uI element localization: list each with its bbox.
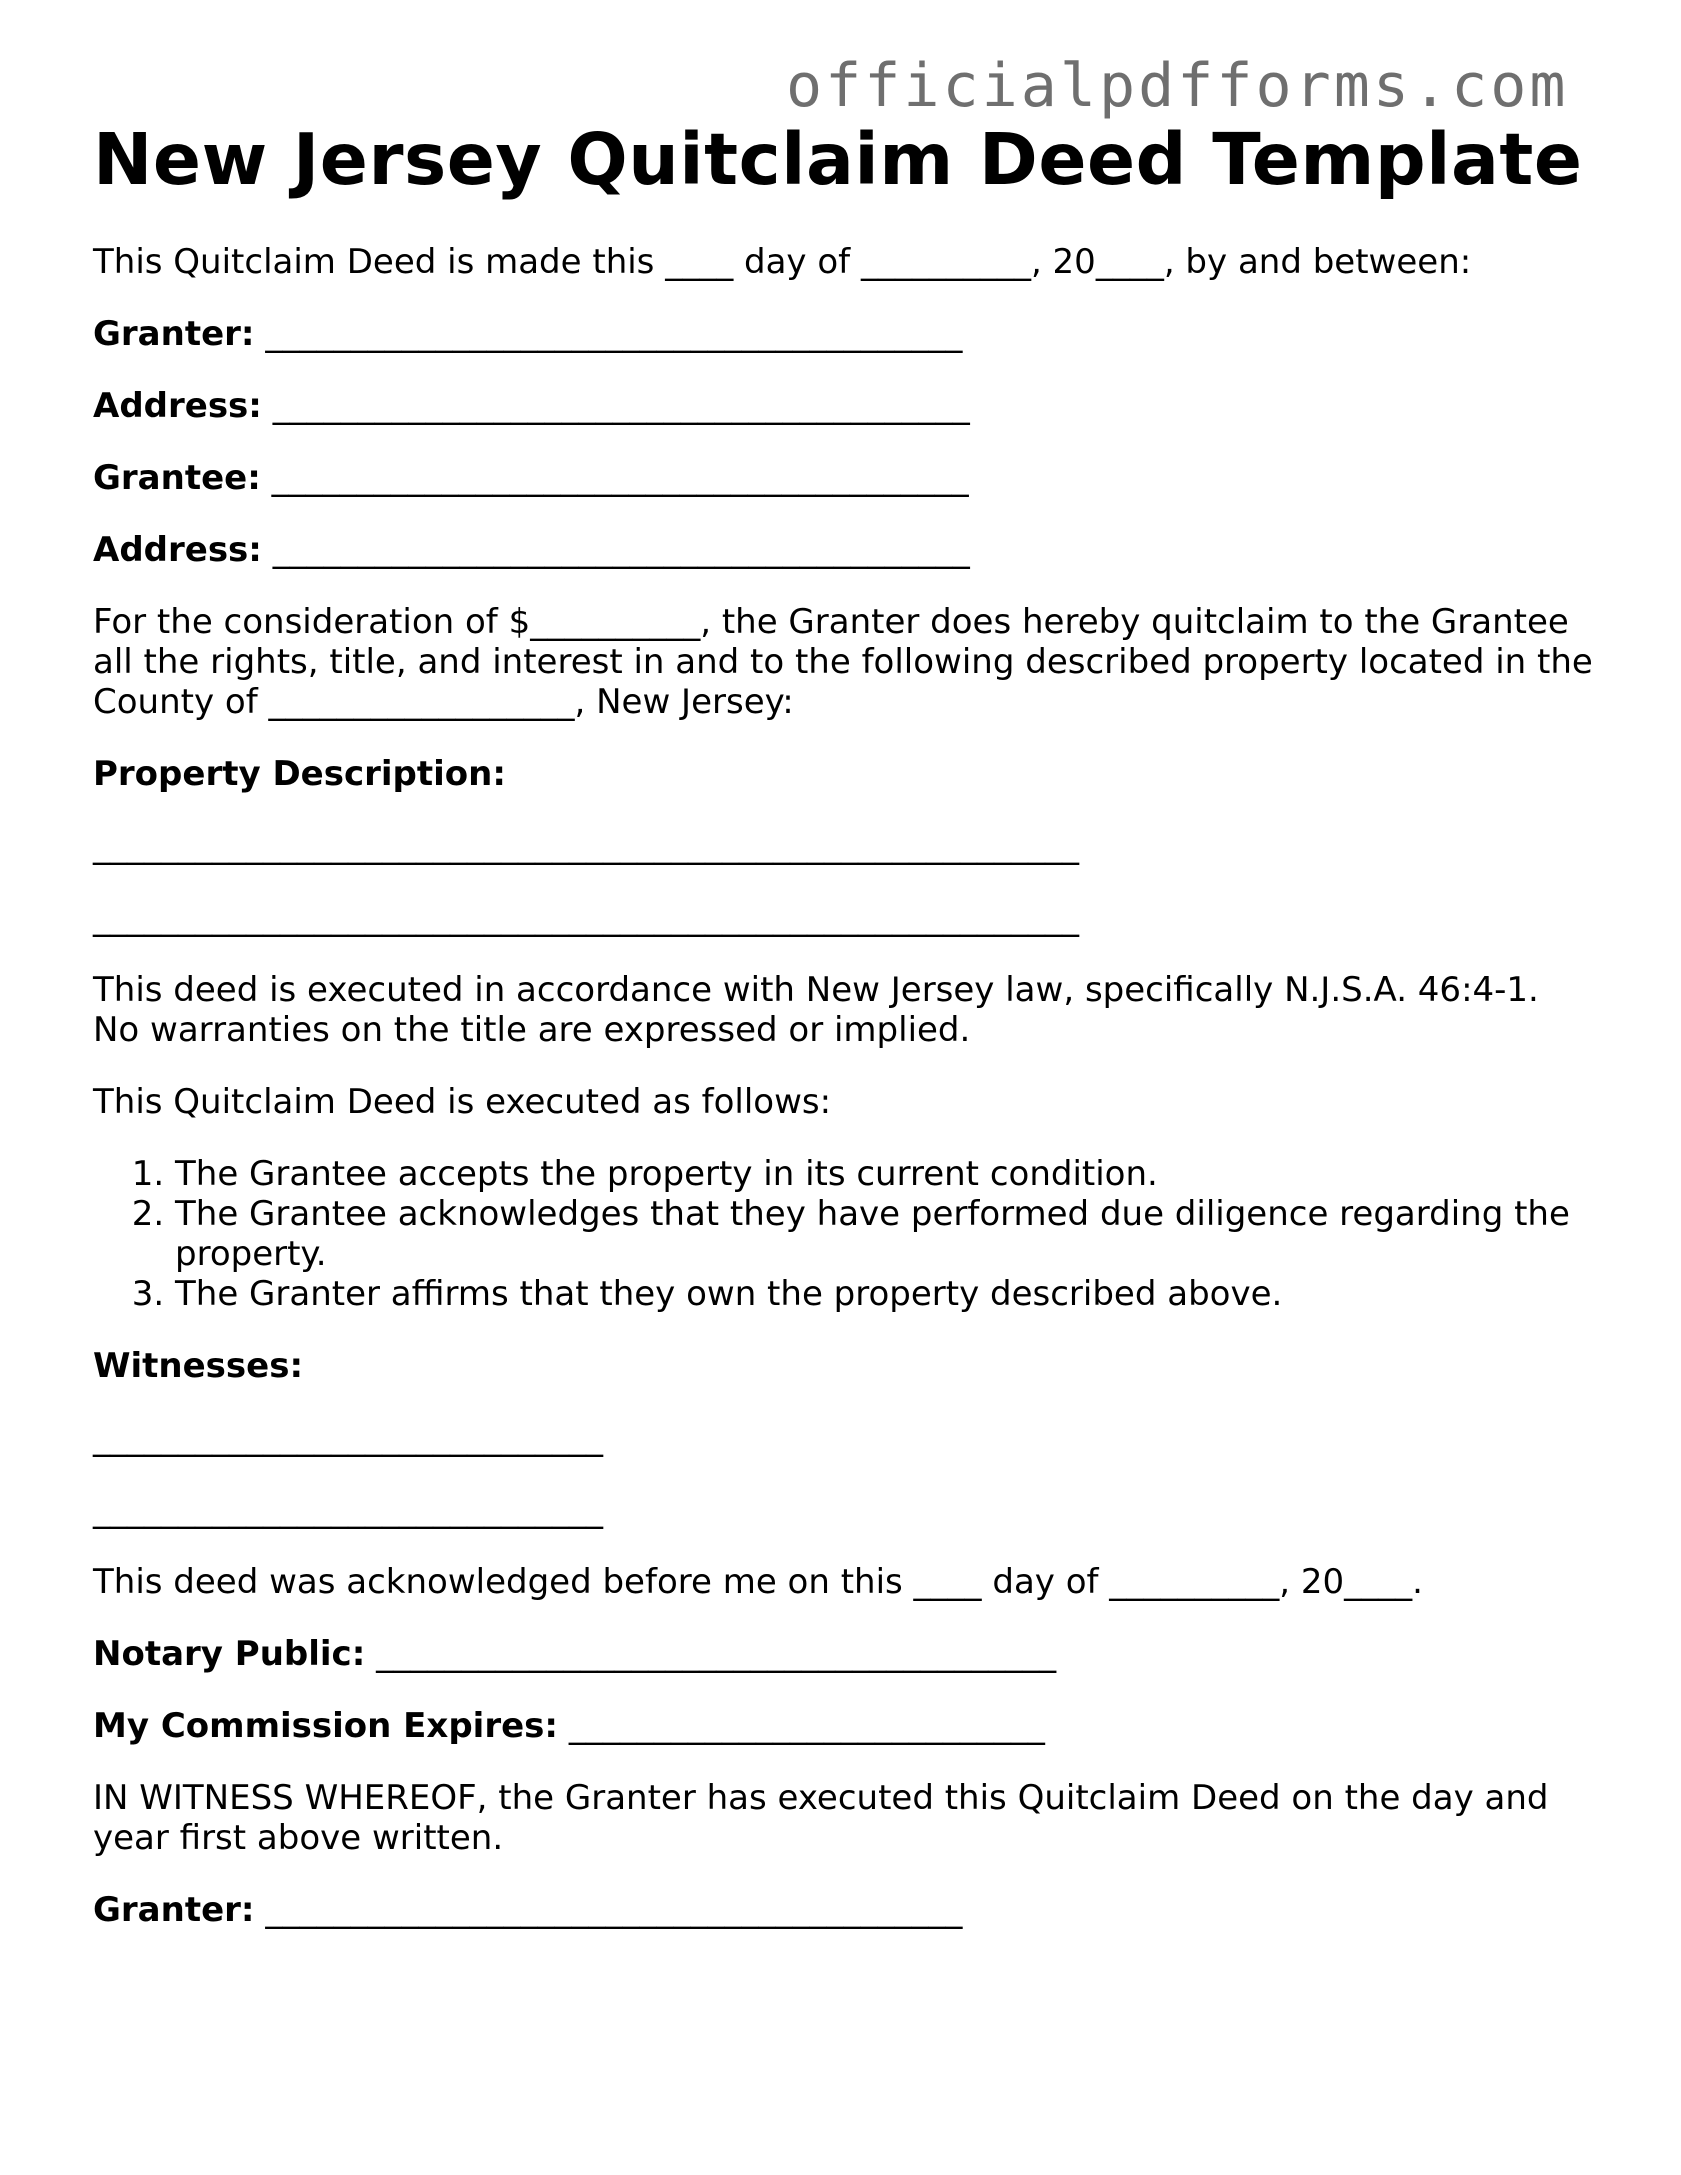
grantee-blank[interactable]: _________________________________________ — [271, 458, 969, 498]
grantee-address-blank[interactable]: _________________________________________ — [272, 530, 970, 570]
commission-label: My Commission Expires: — [93, 1706, 558, 1746]
witness-line-2[interactable]: ______________________________ — [93, 1490, 603, 1530]
final-granter-row — [93, 1890, 1593, 1930]
acknowledgment-text: This deed was acknowledged before me on this ____ day of __________, 20____. — [93, 1562, 1423, 1602]
final-granter-label: Granter: — [93, 1890, 255, 1930]
property-line-1[interactable]: __________________________________________________________ — [93, 826, 1079, 866]
notary-blank[interactable]: ________________________________________ — [376, 1634, 1057, 1674]
property-description-label: Property Description: — [93, 754, 506, 794]
commission-blank[interactable]: ____________________________ — [568, 1706, 1045, 1746]
property-line-2[interactable]: __________________________________________________________ — [93, 898, 1079, 938]
witnesses-label: Witnesses: — [93, 1346, 304, 1386]
watermark: officialpdfforms.com — [786, 51, 1569, 121]
consideration-paragraph: For the consideration of $__________, the Granter does hereby quitclaim to the Grantee all the rights, title, and interest in and to the following described property located in the County of __________________, New Jersey: — [93, 602, 1593, 722]
document-page — [93, 120, 1593, 1930]
executed-intro: This Quitclaim Deed is executed as follows: — [93, 1082, 832, 1122]
term-item: 3. The Granter affirms that they own the property described above. — [175, 1274, 1593, 1314]
final-granter-blank[interactable]: _________________________________________ — [265, 1890, 963, 1930]
grantee-label: Grantee: — [93, 458, 261, 498]
commission-field-row — [93, 1706, 1593, 1746]
granter-field-row — [93, 314, 1593, 354]
granter-address-blank[interactable]: _________________________________________ — [272, 386, 970, 426]
intro-text: This Quitclaim Deed is made this ____ day of __________, 20____, by and between: — [93, 242, 1472, 282]
grantee-field-row — [93, 458, 1593, 498]
granter-address-row — [93, 386, 1593, 426]
terms-list — [93, 1154, 1593, 1314]
law-statement-paragraph: This deed is executed in accordance with New Jersey law, specifically N.J.S.A. 46:4-1. No warranties on the title are expressed or implied. — [93, 970, 1539, 1050]
term-item: 1. The Grantee accepts the property in its current condition. — [175, 1154, 1593, 1194]
in-witness-paragraph: IN WITNESS WHEREOF, the Granter has executed this Quitclaim Deed on the day and year first above written. — [93, 1778, 1549, 1858]
granter-address-label: Address: — [93, 386, 262, 426]
granter-blank[interactable]: _________________________________________ — [265, 314, 963, 354]
granter-label: Granter: — [93, 314, 255, 354]
term-item: 2. The Grantee acknowledges that they have performed due diligence regarding the property. — [175, 1194, 1593, 1274]
grantee-address-row — [93, 530, 1593, 570]
notary-label: Notary Public: — [93, 1634, 366, 1674]
page-title: New Jersey Quitclaim Deed Template — [93, 118, 1583, 201]
notary-field-row — [93, 1634, 1593, 1674]
witness-line-1[interactable]: ______________________________ — [93, 1418, 603, 1458]
grantee-address-label: Address: — [93, 530, 262, 570]
